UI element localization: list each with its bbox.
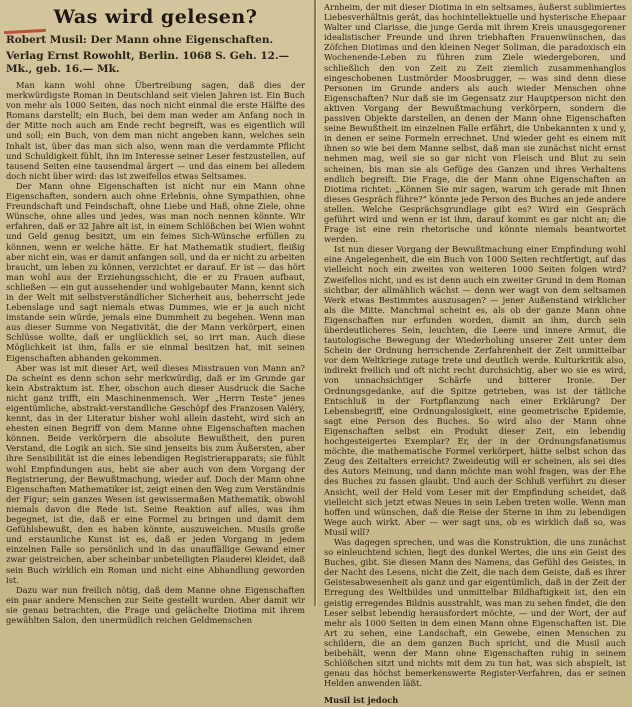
article-paragraph: Arnheim, der mit dieser Diotima in ein seltsames, äußerst sublimiertes Liebesverhältnis gerät, das hochintellektuelle und hysterische Ehepaar Walter und Clarisse, die junge Gerda mit ihrem Kreis unausgegorener idealistischer Freunde und ihren triebhaften Frauenwünschen, das Zöfchen Diotimas und den kleinen Neger Soliman, die paradoxisch ein Wochenende-Leben zu führen zum Ziele wiedergeboren, und schließlich den von Zeit zu Zeit ziemlich zusammenhanglos eingeschobenen Lustmörder Moosbrugger, — was sind denn diese Personen im Grunde anders als auch wieder Menschen ohne Eigenschaften? Nur daß sie im Gegensatz zur Hauptperson nicht den aktiven Vorgang der Bewußtmachung verkörpern, sondern die passiven Objekte darstellen, an denen der Mann ohne Eigenschaften seine Bewußtheit im einzelnen Falle erfährt, die Unbekannten x und y, in denen er seine Formeln errechnet. Und wieder geht es einem mit ihnen so wie bei dem Manne selbst, daß man sie zunächst nicht ernst nehmen mag, weil sie so gar nicht von Fleisch und Blut zu sein scheinen, bis man sie als Gefüge des Ganzen und ihres Verhaltens endlich begreift. Die Frage, die der Mann ohne Eigenschaften an Diotima richtet: „Können Sie mir sagen, warum ich gerade mit Ihnen dieses Gespräch führe?“ könnte jede Person des Buches an jede andere stellen. Welche Gesprächsgrundlage gibt es? Wird ein Gespräch geführt wird und wenn er ist ihm, darauf kommt es gar nicht an; die Frage ist eine rein rhetorische und könnte niemals beantwortet werden. bbox=[324, 2, 626, 245]
article-paragraph: Aber was ist mit dieser Art, weil dieses Misstrauen von Mann an? Da scheint es denn schon sehr merkwürdig, daß er im Grunde gar kein Abstraktum ist. Eher, obschon auch dieser Ausdruck die Sache nicht ganz trifft, ein Maschinenmensch. Wer „Herrn Teste“ jenes eigentümliche, abstrakt-verstandliche Geschöpf des Franzosen Valéry, kennt, das in der Literatur bisher wohl allein dasteht, wird sich an ehesten einen Begriff von dem Manne ohne Eigenschaften machen können. Beide verkörpern die absolute Bewußtheit, den puren Verstand, die Logik an sich. Sie sind jenseits bis zum Äußersten, aber ihre Sensibilität ist die eines lebendigen Registrierapparats; sie fühlt wohl Empfindungen aus, hebt sie aber auch von dem Vorgang der Registrierung, der Bewußtmachung, wieder auf. Doch der Mann ohne Eigenschaften Mathematiker ist, zeigt einen den Weg zum Verständnis der Figur; sein ganzes Wesen ist gewissermaßen Mathematik, obwohl niemals davon die Rede ist. Seine Reaktion auf alles, was ihm begegnet, ist die, daß er eine Formel zu bringen und damit dem Gefühlsbewußt, den es haben könnte, auszuweichen. Musils große und erstaunliche Kunst ist es, daß er jeden Vorgang in jedem einzelnen Falle so persönlich und in das unauffällige Gewand einer zwar geistreichen, aber scheinbar unbeteiligten Plauderei kleidet, daß sein Buch wirklich ein Roman und nicht eine Abhandlung geworden ist. bbox=[6, 362, 305, 585]
article-paragraph: Man kann wohl ohne Übertreibung sagen, daß dies der merkwürdigste Roman in Deutschland seit vielen Jahren ist. Ein Buch von mehr als 1000 Seiten, das noch nicht einmal die erste Hälfte des Romans darstellt; ein Buch, bei dem man weder am Anfang noch in der Mitte noch auch am Ende recht begreift, was es eigentlich will und soll; ein Buch, von dem man nicht angeben kann, welches sein Inhalt ist, über das man sich also, wenn man die verdammte Pflicht und Schuldigkeit fühlt, ihn im Interesse seiner Leser festzustellen, auf tausend Seiten eine tausendmal ärgert — und das einem bei alledem doch nicht über wird: das ist zweifellos etwas Seltsames. bbox=[6, 80, 305, 181]
right-column bbox=[318, 0, 632, 706]
article-signature: Musil ist jedoch bbox=[324, 695, 399, 706]
left-column bbox=[0, 0, 313, 625]
article-paragraph: Was dagegen sprechen, und was die Konstruktion, die uns zunächst so einleuchtend schien, liegt des dunkel Wertes, die uns ein Geist des Buches, gibt. Sie diesen Mann des Namens, das Gefühl des Geistes, in der Nacht des Lesens, nicht die Zeit, die nach dem Geiste, daß es ihrer Geistesabwesenheit als ganz und gar eigentümlich, daß in der Zeit der Erregung des Weltbildes und unmittelbar Bildhaftigkeit ist, den ein geistig erregendes Bildnis ausstrahlt, was man zu sehen findet, die den Leser selbst lebendig herausfordert möchte, — und der Wort, der auf mehr als 1000 Seiten in dem einen Mann ohne Eigenschaften ist. Die Art zu sehen, eine Landschaft, ein Gewebe, einen Menschen zu schildern, die an dem ganzen Buch spricht, und die Musil auch beibehält, wenn der Mann ohne Eigenschaften ruhig in seinem Schlößchen sitzt und nichts mit dem zu tun hat, was sich abspielt, ist genau das höchst bemerkenswerte Register-Verfahren, das er seinen Helden anwenden läßt. bbox=[324, 536, 626, 689]
article-paragraph: Ist nun dieser Vorgang der Bewußtmachung einer Empfindung wohl eine Angelegenheit, die ein Buch von 1000 Seiten rechtfertigt, auf das vielleicht noch ein zweites von weiteren 1000 Seiten folgen wird? Zweifellos nicht, und es ist denn auch ein zweiter Grund in dem Roman sichtbar, der allmählich wächst — denn wer wagt von dem seltsamen Werk etwas Bestimmtes auszusagen? — jener Außenstand wirklicher als die Mitte. Manchmal scheint es, als ob der ganze Mann ohne Eigenschaften nur erfunden worden, damit an ihm, durch sein überdeutlicheres Sein, leuchten, die Leere und innere Armut, die tautologische Bewegung der Wiederholung unserer Zeit unter dem Schein der Ordnung herrschende Zerfahrenheit der Zeit unmittelbar vor dem Weltkriege zutage trete und deutlich werde. Kulturkritik also, indirekt freilich und oft nicht recht durchsichtig, aber wo sie es wird, von unnachsichtiger Schärfe und bitterer Ironie. Der Ordnungsgedanke, auf die Spitze getrieben, was ist der tätliche Entschluß in der Fortpflanzung nach einer Erklärung? Der Lebensbegriff, eine Ordnungslosigkeit, eine geometrische Epidemie, sagt eine Person des Buches. So wird also der Mann ohne Eigenschaften selbst ein Produkt dieser Zeit, ein lebendig hochgesteigertes Exemplar? Er, der in der Ordnungsfanatismus möchte, die mathematische Formel verkörpert, hätte selbst schon das Zeug des Zeitalters erreicht? Zweideutig will er scheinen, als sei dies des Autors Meinung, und dann möchte man wohl fragen, was der Ehe des Buches zu fassen glaubt. Und auch der Schluß verführt zu dieser Ansicht, weil der Held vom Leser mit der Empfindung scheidet, daß vielleicht sich jetzt etwas Neues in sein Leben treten wolle. Wenn man hoffen und wünschen, daß die Reise der Sterne in ihm zu lebendigen Wege auch wirkt. Aber — wer sagt uns, ob es wirklich daß so, was Musil will? bbox=[324, 244, 626, 537]
column-divider-highlight bbox=[316, 0, 317, 606]
article-paragraph: Der Mann ohne Eigenschaften ist nicht nur ein Mann ohne Eigenschaften, sondern auch ohne Erlebnis, ohne Sympathien, ohne Freundschaft und Feindschaft, ohne Liebe und Haß, ohne Ziele, ohne Wünsche, ohne alles und jedes, was man noch nennen könnte. Wir erfahren, daß er 32 Jahre alt ist, in einem Schlößchen bei Wien wohnt und Geld genug besitzt, um ein feines Sich-Wünsche erfüllen zu können, wenn er welche hätte. Er hat Mathematik studiert, fleißig aber nicht ein, was er damit anfangen soll, und da er nicht zu arbeiten braucht, um leben zu können, verzichtet er darauf. Er ist — das hört man wohl aus der Erziehungsschicht, die er zu Frauen aufbaut, schließen — ein gut aussehender und wohlgebauter Mann, kennt sich in der Welt mit selbstverständlicher Sicherheit aus, beherrscht jede Lebenslage und sagt niemals etwas Dummes, wie er ja auch nicht imstande sein würde, jemals eine Dummheit zu begehen. Wenn man aus dieser Summe von Negativität, die der Mann verkörpert, einen Schlüsse wollte, daß er unglücklich sei, so irrt man. Auch diese Möglichkeit ist ihm, falls er sie einmal besitzen hat, mit seinen Eigenschaften abhanden gekommen. bbox=[6, 180, 305, 363]
publisher-line: Verlag Ernst Rowohlt, Berlin. 1068 S. Geh. 12.— Mk., geb. 16.— Mk. bbox=[6, 50, 290, 75]
article-headline: Was wird gelesen? bbox=[53, 6, 258, 28]
book-title-line: Robert Musil: Der Mann ohne Eigenschaften. bbox=[6, 34, 274, 46]
article-paragraph: Dazu war nun freilich nötig, daß dem Manne ohne Eigenschaften ein paar andere Menschen zur Seite gestellt wurden. Aber damit wir sie genau betrachten, die Frage und gelächelte Diotima mit ihrem gewählten Salon, den unermüdlich reichen Geldmenschen bbox=[6, 584, 305, 625]
